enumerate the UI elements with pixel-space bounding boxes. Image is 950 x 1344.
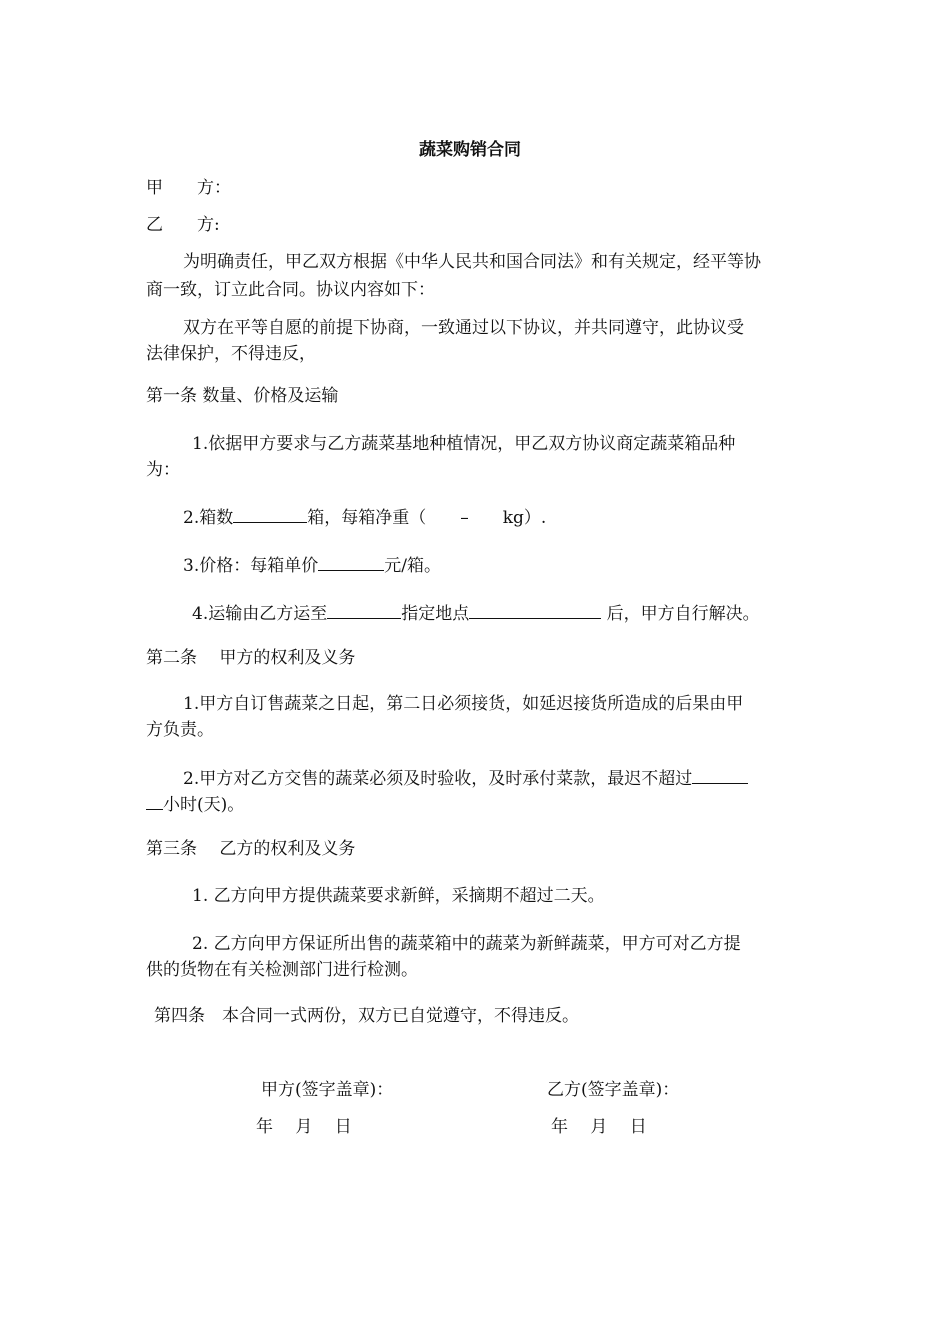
party-b-date: 年 月 日	[551, 1117, 647, 1137]
article-3-heading: 第三条 乙方的权利及义务	[146, 839, 356, 859]
article-1-heading: 第一条 数量、价格及运输	[146, 386, 339, 406]
destination-blank[interactable]	[327, 601, 401, 619]
article-1-clause-2	[183, 505, 546, 529]
unit-price-blank[interactable]	[318, 553, 384, 571]
party-b-signature-label: 乙方(签字盖章)：	[547, 1080, 680, 1100]
clause-4-mid: 指定地点	[401, 604, 470, 624]
principle-paragraph-line-1: 双方在平等自愿的前提下协商，一致通过以下协议，并共同遵守，此协议受	[183, 318, 744, 338]
article-3-clause-2-line-1: 2. 乙方向甲方保证所出售的蔬菜箱中的蔬菜为新鲜蔬菜，甲方可对乙方提	[192, 934, 741, 954]
article-1-clause-1-line-1: 1.依据甲方要求与乙方蔬菜基地种植情况，甲乙双方协议商定蔬菜箱品种	[192, 434, 736, 454]
box-count-blank[interactable]	[233, 505, 307, 523]
article-2-heading: 第二条 甲方的权利及义务	[146, 648, 356, 668]
clause-2-prefix: 2.箱数	[183, 508, 234, 528]
location-blank[interactable]	[469, 601, 601, 619]
clause-2-2-text: 2.甲方对乙方交售的蔬菜必须及时验收，及时承付菜款，最迟不超过	[183, 769, 693, 789]
intro-paragraph-line-2: 商一致，订立此合同。协议内容如下：	[146, 280, 435, 300]
article-2-clause-2-line-1	[183, 766, 748, 790]
article-2-clause-1-line-1: 1.甲方自订售蔬菜之日起，第二日必须接货，如延迟接货所造成的后果由甲	[183, 694, 744, 714]
party-a-line: 甲 方：	[146, 178, 231, 198]
party-a-signature-label: 甲方(签字盖章)：	[261, 1080, 394, 1100]
article-1-clause-4	[192, 601, 760, 625]
article-3-clause-2-line-2: 供的货物在有关检测部门进行检测。	[146, 960, 418, 980]
party-b-line: 乙 方:	[146, 215, 220, 235]
article-2-clause-2-line-2	[146, 792, 244, 816]
clause-2-suffix: 箱，每箱净重（ – kg）.	[307, 508, 547, 528]
deadline-blank-part-2[interactable]	[146, 792, 163, 810]
document-title: 蔬菜购销合同	[419, 140, 521, 160]
party-a-date: 年 月 日	[256, 1117, 352, 1137]
clause-3-prefix: 3.价格：每箱单价	[183, 556, 319, 576]
clause-3-suffix: 元/箱。	[384, 556, 441, 576]
article-1-clause-3	[183, 553, 441, 577]
article-4: 第四条 本合同一式两份，双方已自觉遵守，不得违反。	[154, 1006, 579, 1026]
intro-paragraph-line-1: 为明确责任，甲乙双方根据《中华人民共和国合同法》和有关规定，经平等协	[183, 252, 761, 272]
clause-4-suffix: 后，甲方自行解决。	[601, 604, 760, 624]
article-3-clause-1: 1. 乙方向甲方提供蔬菜要求新鲜，采摘期不超过二天。	[192, 886, 605, 906]
clause-2-2-suffix: 小时(天)。	[163, 795, 245, 815]
deadline-blank-part-1[interactable]	[692, 766, 748, 784]
clause-4-prefix: 4.运输由乙方运至	[192, 604, 328, 624]
article-1-clause-1-line-2: 为：	[146, 460, 180, 480]
article-2-clause-1-line-2: 方负责。	[146, 720, 214, 740]
principle-paragraph-line-2: 法律保护，不得违反，	[146, 344, 316, 364]
